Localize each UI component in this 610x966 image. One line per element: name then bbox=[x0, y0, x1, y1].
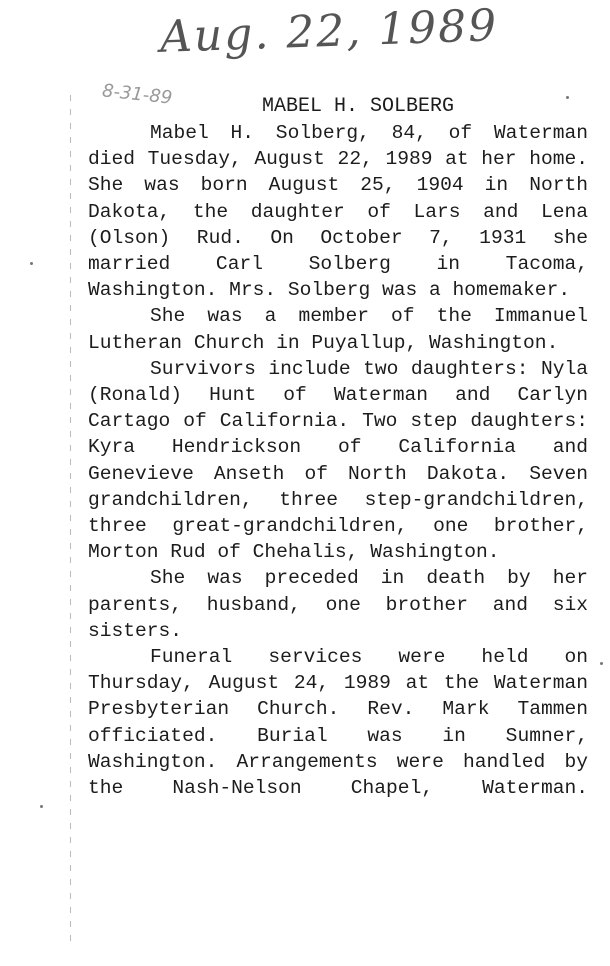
paragraph-church: She was a member of the Immanuel Lutheran Church in Puyallup, Washington. bbox=[88, 305, 588, 354]
speck bbox=[600, 662, 603, 665]
obituary-clipping bbox=[88, 94, 588, 801]
paragraph-funeral: Funeral services were held on Thursday, August 24, 1989 at the Waterman Presbyterian Church. Rev. Mark Tammen officiated. Burial was in Sumner, Washington. Arrangements were handled by the Nash-Nelson Chapel, Waterman. bbox=[88, 646, 588, 800]
speck bbox=[566, 96, 569, 99]
speck bbox=[40, 805, 43, 808]
paragraph-biography: Mabel H. Solberg, 84, of Waterman died Tuesday, August 22, 1989 at her home. She was born August 25, 1904 in North Dakota, the daughter of Lars and Lena (Olson) Rud. On October 7, 1931 she married Carl Solberg in Tacoma, Washington. Mrs. Solberg was a homemaker. bbox=[88, 122, 588, 302]
paragraph-survivors: Survivors include two daughters: Nyla (Ronald) Hunt of Waterman and Carlyn Cartago of California. Two step daughters: Kyra Hendrickson of California and Genevieve Anseth of North Dakota. Seven grandchildren, three step-grandchildren, three great-grandchildren, one brother, Morton Rud of Chehalis, Washington. bbox=[88, 357, 588, 564]
article-body bbox=[88, 120, 588, 801]
speck bbox=[30, 262, 33, 265]
handwritten-date: Aug. 22, 1989 bbox=[159, 0, 499, 63]
headline: MABEL H. SOLBERG bbox=[261, 95, 455, 118]
clipping-edge bbox=[70, 95, 71, 945]
handwritten-note: 8-31-89 bbox=[101, 80, 174, 109]
paragraph-preceded: She was preceded in death by her parents, husband, one brother and six sisters. bbox=[88, 567, 588, 642]
